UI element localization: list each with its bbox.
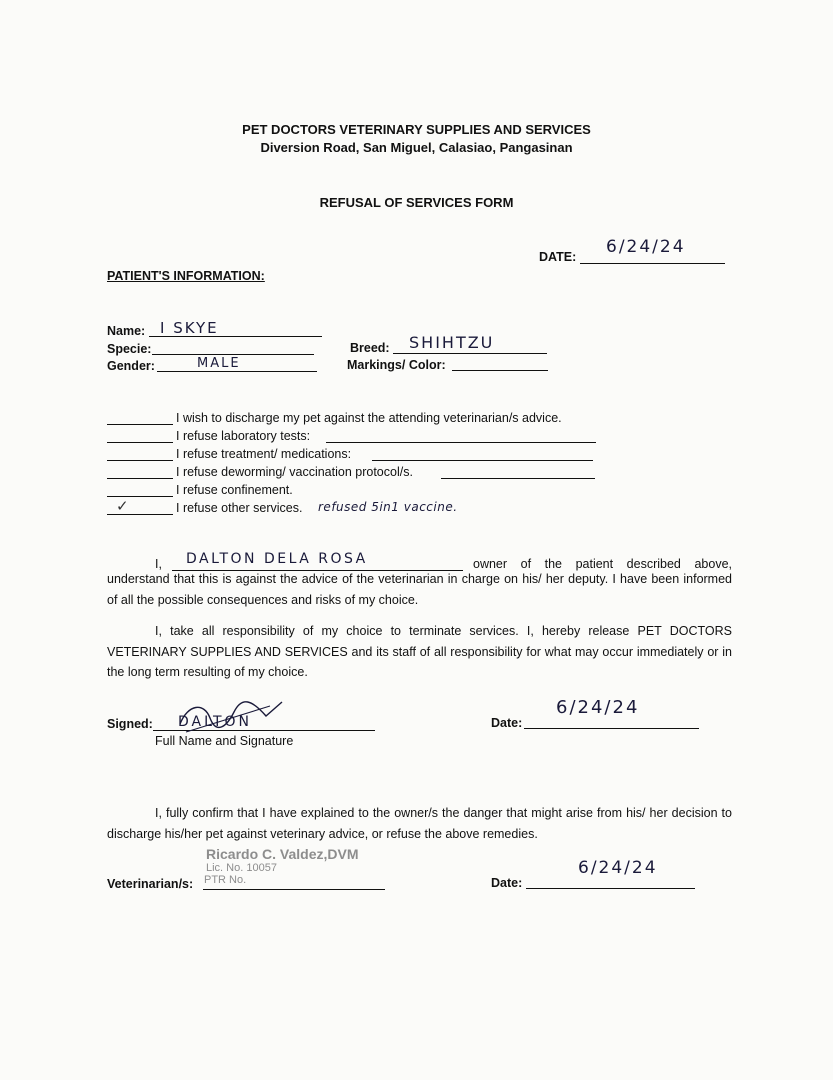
option-detail-line bbox=[441, 478, 595, 479]
signature-caption: Full Name and Signature bbox=[155, 734, 294, 748]
option-text: I refuse laboratory tests: bbox=[176, 429, 311, 443]
option-note: refused 5in1 vaccine. bbox=[318, 500, 458, 514]
owner-signature bbox=[170, 694, 290, 738]
vet-date-label: Date: bbox=[491, 876, 523, 890]
breed-value: SHIHTZU bbox=[409, 333, 495, 352]
statement1-prefix: I, bbox=[155, 557, 162, 571]
option-text: I refuse deworming/ vaccination protocol/s. bbox=[176, 465, 413, 479]
statement1-first-line: owner of the patient described above, bbox=[473, 557, 732, 571]
date-label: DATE: bbox=[539, 250, 577, 264]
breed-label: Breed: bbox=[350, 341, 390, 355]
option-detail-line bbox=[326, 442, 596, 443]
gender-label: Gender: bbox=[107, 359, 155, 373]
veterinarian-line bbox=[203, 889, 385, 890]
signed-label: Signed: bbox=[107, 717, 153, 731]
option-blank bbox=[107, 460, 173, 461]
gender-line bbox=[157, 371, 317, 372]
specie-label: Specie: bbox=[107, 342, 152, 356]
org-address: Diversion Road, San Miguel, Calasiao, Pangasinan bbox=[260, 140, 573, 155]
option-blank bbox=[107, 478, 173, 479]
patient-section-title: PATIENT'S INFORMATION: bbox=[107, 269, 265, 283]
option-text: I refuse other services. bbox=[176, 501, 303, 515]
option-blank bbox=[107, 442, 173, 443]
signed-date-label: Date: bbox=[491, 716, 523, 730]
date-value: 6/24/24 bbox=[606, 237, 686, 257]
vet-date-value: 6/24/24 bbox=[578, 858, 658, 878]
markings-line bbox=[452, 370, 548, 371]
signed-date-line bbox=[524, 728, 699, 729]
date-line bbox=[580, 263, 725, 264]
option-blank bbox=[107, 424, 173, 425]
name-value: I SKYE bbox=[160, 319, 219, 337]
vet-stamp-license: Lic. No. 10057 bbox=[206, 862, 277, 874]
form-title: REFUSAL OF SERVICES FORM bbox=[319, 195, 514, 210]
checkmark: ✓ bbox=[116, 497, 131, 515]
name-label: Name: bbox=[107, 324, 146, 338]
signature-text: DALTON bbox=[178, 714, 253, 730]
breed-line bbox=[393, 353, 547, 354]
option-text: I refuse treatment/ medications: bbox=[176, 447, 352, 461]
gender-value: MALE bbox=[197, 356, 241, 371]
signed-date-value: 6/24/24 bbox=[556, 697, 640, 718]
specie-line bbox=[152, 354, 314, 355]
option-text: I wish to discharge my pet against the attending veterinarian/s advice. bbox=[176, 411, 562, 425]
statement1-continuation: understand that this is against the advice of the veterinarian in charge on his/ her deputy. I have been informed of all the possible consequences and risks of my choice. bbox=[107, 572, 732, 607]
veterinarian-label: Veterinarian/s: bbox=[107, 877, 194, 891]
vet-date-line bbox=[526, 888, 695, 889]
owner-name: DALTON DELA ROSA bbox=[186, 551, 368, 567]
option-text: I refuse confinement. bbox=[176, 483, 293, 497]
statement3: I, fully confirm that I have explained to the owner/s the danger that might arise from his/ her decision to discharge his/her pet against veterinary advice, or refuse the above remedies. bbox=[107, 806, 732, 841]
markings-label: Markings/ Color: bbox=[347, 358, 446, 372]
statement2: I, take all responsibility of my choice to terminate services. I, hereby release PET DOCTORS VETERINARY SUPPLIES AND SERVICES and its staff of all responsibility for what may occur immediately or in the long term resulting of my choice. bbox=[107, 624, 732, 679]
org-name: PET DOCTORS VETERINARY SUPPLIES AND SERVICES bbox=[242, 122, 591, 137]
option-detail-line bbox=[372, 460, 593, 461]
vet-stamp-ptr: PTR No. bbox=[204, 874, 247, 886]
vet-stamp-name: Ricardo C. Valdez,DVM bbox=[206, 846, 359, 862]
